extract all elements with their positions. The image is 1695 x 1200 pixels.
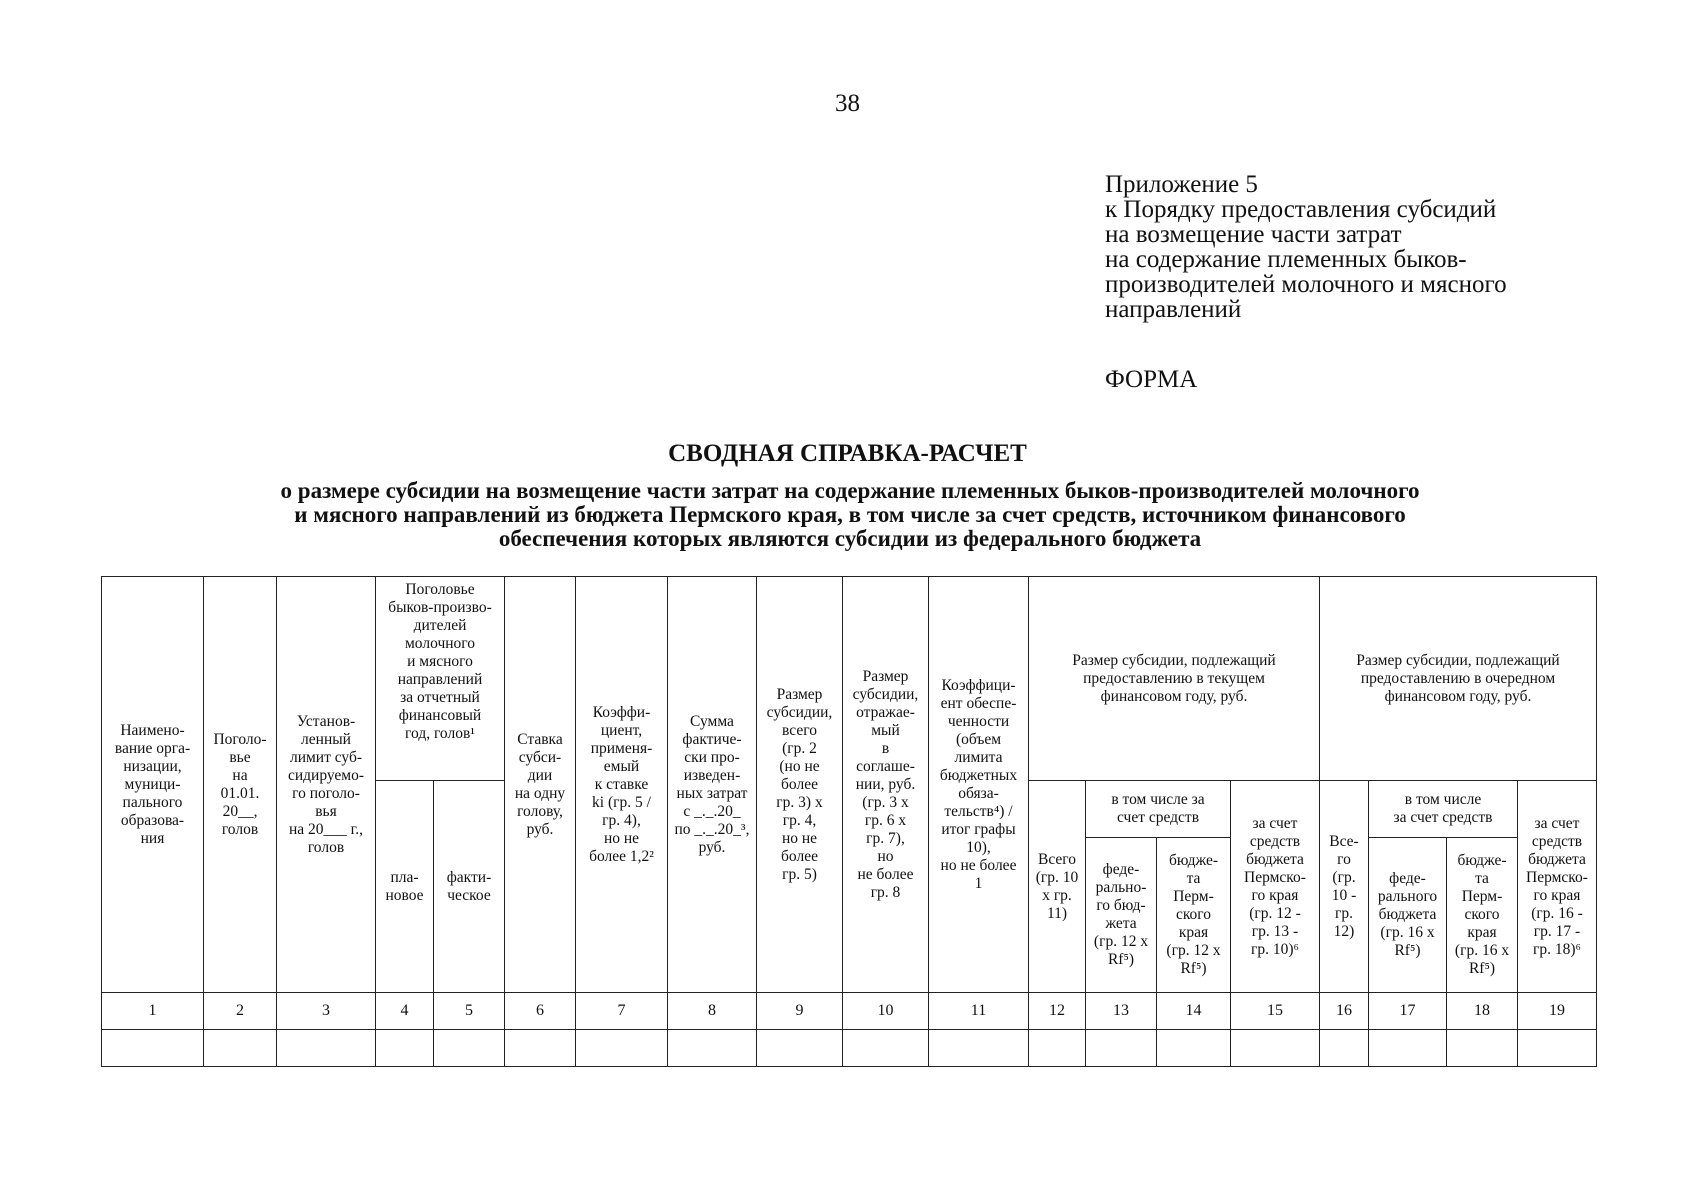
column-number: 1: [102, 993, 204, 1030]
table-cell: [505, 1030, 576, 1067]
header-planned: пла- новое: [376, 781, 434, 993]
table-cell: [843, 1030, 929, 1067]
column-number: 10: [843, 993, 929, 1030]
appendix-line: производителей молочного и мясного: [1105, 271, 1507, 298]
column-numbers-row: [102, 993, 1597, 1030]
column-number: 14: [1157, 993, 1231, 1030]
header-current-total: Всего (гр. 10 х гр. 11): [1029, 781, 1086, 993]
table-cell: [376, 1030, 434, 1067]
header-current-including: в том числе за счет средств: [1086, 781, 1231, 838]
empty-data-row: [102, 1030, 1597, 1067]
header-next-regional: бюдже- та Перм- ского края (гр. 16 х Rf⁵): [1447, 838, 1518, 993]
header-coverage-coefficient: Коэффици- ент обеспе- ченности (объем лимита бюджетных обяза- тельств⁴) / итог графы 10), но не более 1: [929, 577, 1029, 993]
table-cell: [1157, 1030, 1231, 1067]
column-number: 19: [1518, 993, 1597, 1030]
table-cell: [1447, 1030, 1518, 1067]
subtitle-line: обеспечения которых являются субсидии из федерального бюджета: [498, 526, 1202, 551]
appendix-line: на возмещение части затрат: [1105, 221, 1402, 248]
table-cell: [1086, 1030, 1157, 1067]
table-cell: [1518, 1030, 1597, 1067]
header-subsidy-agreement: Размер субсидии, отражае- мый в соглаше- нии, руб. (гр. 3 х гр. 6 х гр. 7), но не более гр. 8: [843, 577, 929, 993]
subtitle-line: и мясного направлений из бюджета Пермского края, в том числе за счет средств, источником финансового: [294, 502, 1406, 527]
header-next-federal: феде- рального бюджета (гр. 16 х Rf⁵): [1369, 838, 1447, 993]
column-number: 5: [434, 993, 505, 1030]
column-number: 8: [668, 993, 757, 1030]
table-cell: [102, 1030, 204, 1067]
table-cell: [668, 1030, 757, 1067]
header-current-regional-own: за счет средств бюджета Пермско- го края (гр. 12 - гр. 13 - гр. 10)⁶: [1231, 781, 1320, 993]
column-number: 12: [1029, 993, 1086, 1030]
document-subtitle: [125, 479, 1575, 551]
column-number: 13: [1086, 993, 1157, 1030]
header-coefficient: Коэффи- циент, применя- емый к ставке ki (гр. 5 / гр. 4), но не более 1,2²: [576, 577, 668, 993]
header-subsidy-total: Размер субсидии, всего (гр. 2 (но не более гр. 3) х гр. 4, но не более гр. 5): [757, 577, 843, 993]
header-next-year-group: Размер субсидии, подлежащий предоставлению в очередном финансовом году, руб.: [1320, 577, 1597, 781]
table-cell: [929, 1030, 1029, 1067]
header-subsidized-limit: Установ- ленный лимит суб- сидируемо- го поголо- вья на 20___ г., голов: [277, 577, 376, 993]
appendix-line: Приложение 5: [1105, 171, 1258, 198]
table-cell: [277, 1030, 376, 1067]
table-cell: [1369, 1030, 1447, 1067]
table-cell: [1231, 1030, 1320, 1067]
column-number: 3: [277, 993, 376, 1030]
column-number: 2: [204, 993, 277, 1030]
column-number: 11: [929, 993, 1029, 1030]
column-number: 17: [1369, 993, 1447, 1030]
header-bull-livestock-group: Поголовье быков-произво- дителей молочного и мясного направлений за отчетный финансовый год, голов¹: [376, 577, 505, 781]
table-cell: [1320, 1030, 1369, 1067]
header-actual: факти- ческое: [434, 781, 505, 993]
form-label: ФОРМА: [1105, 366, 1198, 393]
column-number: 18: [1447, 993, 1518, 1030]
document-title: СВОДНАЯ СПРАВКА-РАСЧЕТ: [668, 440, 1027, 467]
table-cell: [1029, 1030, 1086, 1067]
column-number: 7: [576, 993, 668, 1030]
table-cell: [434, 1030, 505, 1067]
header-subsidy-rate: Ставка субси- дии на одну голову, руб.: [505, 577, 576, 993]
appendix-line: на содержание племенных быков-: [1105, 246, 1467, 273]
column-number: 16: [1320, 993, 1369, 1030]
column-number: 15: [1231, 993, 1320, 1030]
header-livestock-count: Поголо- вье на 01.01. 20__, голов: [204, 577, 277, 993]
table-cell: [576, 1030, 668, 1067]
header-current-regional: бюдже- та Перм- ского края (гр. 12 х Rf⁵): [1157, 838, 1231, 993]
header-next-regional-own: за счет средств бюджета Пермско- го края (гр. 16 - гр. 17 - гр. 18)⁶: [1518, 781, 1597, 993]
table-cell: [204, 1030, 277, 1067]
column-number: 6: [505, 993, 576, 1030]
table-cell: [757, 1030, 843, 1067]
header-next-including: в том числе за счет средств: [1369, 781, 1518, 838]
appendix-header: [1105, 172, 1507, 322]
header-actual-costs: Сумма фактиче- ски про- изведен- ных затрат с _._.20_ по _._.20_³, руб.: [668, 577, 757, 993]
calculation-table: [101, 576, 1597, 1067]
appendix-line: направлений: [1105, 296, 1242, 323]
column-number: 9: [757, 993, 843, 1030]
column-number: 4: [376, 993, 434, 1030]
header-organization-name: Наимено- вание орга- низации, муници- пального образова- ния: [102, 577, 204, 993]
subtitle-line: о размере субсидии на возмещение части затрат на содержание племенных быков-производителей молочного: [280, 478, 1420, 503]
header-current-year-group: Размер субсидии, подлежащий предоставлению в текущем финансовом году, руб.: [1029, 577, 1320, 781]
header-current-federal: феде- рально- го бюд- жета (гр. 12 х Rf⁵): [1086, 838, 1157, 993]
header-next-total: Все- го (гр. 10 - гр. 12): [1320, 781, 1369, 993]
appendix-line: к Порядку предоставления субсидий: [1105, 196, 1497, 223]
page-number: 38: [835, 90, 860, 117]
